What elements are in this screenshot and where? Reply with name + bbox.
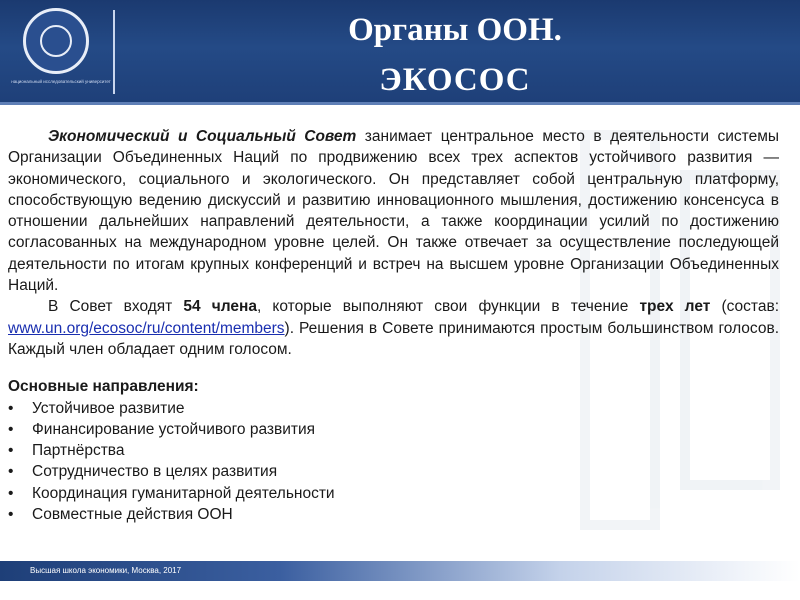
list-item: • Устойчивое развитие: [8, 398, 779, 419]
directions-list: [8, 398, 779, 526]
intro-text: занимает центральное место в деятельности системы Организации Объединенных Наций по продвижению всех трех аспектов устойчивого развития — экономического, социального и экологического. Он представляет собой центральную платформу, способствующую ведению дискуссий и развитию инновационного мышления, достижению консенсуса в отношении дальнейших направлений деятельности, а также координации усилий по достижению согласованных на международном уровне целей. Он также отвечает за осуществление последующей деятельности по итогам крупных конференций и встреч на высшем уровне Организации Объединенных Наций.: [8, 128, 779, 295]
bullet-icon: •: [8, 484, 14, 502]
bullet-icon: •: [8, 463, 14, 481]
list-item: • Финансирование устойчивого развития: [8, 419, 779, 440]
slide-footer: [0, 561, 800, 581]
logo-caption: национальный исследовательский университет: [11, 79, 111, 84]
slide-title-line2: ЭКОСОС: [379, 62, 531, 98]
bullet-icon: •: [8, 399, 14, 417]
slide-header: [0, 0, 800, 105]
bullet-icon: •: [8, 506, 14, 524]
members-link[interactable]: www.un.org/ecosoc/ru/content/members: [8, 319, 285, 337]
footer-text: Высшая школа экономики, Москва, 2017: [30, 566, 182, 575]
bullet-icon: •: [8, 420, 14, 438]
bullet-icon: •: [8, 442, 14, 460]
directions-heading: Основные направления:: [8, 378, 199, 396]
intro-paragraph: [8, 126, 779, 296]
logo-emblem-icon: [23, 8, 89, 74]
hse-logo: [10, 8, 112, 96]
council-name: Экономический и Социальный Совет: [48, 128, 357, 145]
list-item: • Партнёрства: [8, 440, 779, 461]
slide-body: [8, 126, 779, 525]
list-item: • Сотрудничество в целях развития: [8, 461, 779, 482]
list-item: • Совместные действия ООН: [8, 504, 779, 525]
slide-title-line1: Органы ООН.: [348, 12, 562, 48]
term-length: трех лет: [639, 298, 711, 316]
list-item: • Координация гуманитарной деятельности: [8, 483, 779, 504]
header-divider: [113, 10, 115, 94]
members-count: 54 члена: [183, 298, 257, 316]
header-rule: [0, 102, 800, 105]
membership-paragraph: В Совет входят 54 члена, которые выполняют свои функции в течение трех лет (состав: www.un.org/ecosoc/ru/content/members). Решения в Совете принимаются простым большинством голосов. Каждый член обладает одним голосом.: [8, 298, 780, 358]
